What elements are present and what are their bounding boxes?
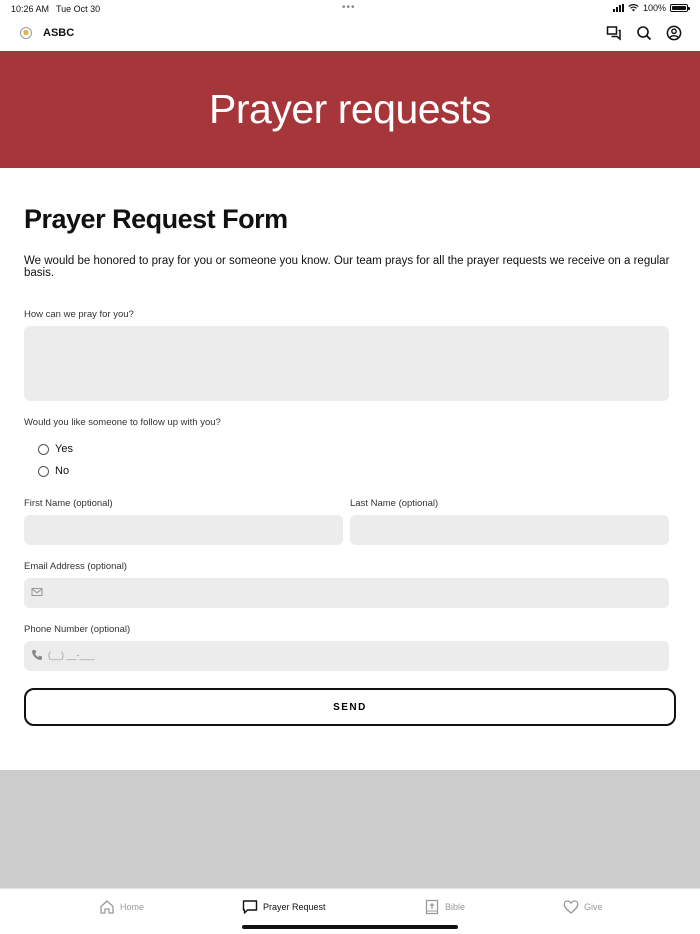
chat-icon[interactable] — [606, 25, 622, 41]
message-icon — [242, 899, 258, 915]
phone-label: Phone Number (optional) — [24, 624, 131, 635]
search-icon[interactable] — [636, 25, 652, 41]
church-logo-icon[interactable] — [20, 27, 32, 39]
profile-icon[interactable] — [666, 25, 682, 41]
app-title: ASBC — [43, 27, 75, 39]
status-time: 10:26 AM — [11, 4, 50, 14]
multitasking-dots-icon[interactable]: ••• — [342, 2, 356, 13]
tab-home-label: Home — [120, 902, 145, 912]
followup-label: Would you like someone to follow up with you? — [24, 417, 221, 428]
tab-home[interactable] — [99, 899, 144, 915]
tab-give[interactable] — [563, 899, 603, 915]
phone-placeholder: (__) __-___ — [48, 650, 95, 660]
bible-icon — [424, 899, 440, 915]
signal-icon — [613, 4, 624, 12]
email-field[interactable] — [24, 578, 669, 608]
home-indicator[interactable] — [242, 925, 458, 929]
phone-field[interactable] — [24, 641, 669, 671]
radio-yes[interactable] — [38, 444, 49, 455]
first-name-field[interactable] — [24, 515, 343, 545]
app-header — [0, 17, 700, 51]
status-date: Tue Oct 30 — [56, 4, 101, 14]
tab-prayer-request-label: Prayer Request — [263, 902, 326, 912]
radio-yes-label: Yes — [55, 443, 73, 455]
form-description: We would be honored to pray for you or someone you know. Our team prays for all the prayer requests we receive on a regular basis. — [24, 255, 670, 279]
wifi-icon — [628, 4, 639, 12]
home-icon — [99, 899, 115, 915]
envelope-icon — [31, 586, 43, 598]
header-actions — [606, 25, 682, 41]
prayer-textarea[interactable] — [24, 326, 669, 401]
tab-bible-label: Bible — [445, 902, 466, 912]
battery-percent: 100% — [642, 3, 666, 13]
battery-icon — [670, 4, 688, 12]
form-title: Prayer Request Form — [24, 204, 288, 234]
followup-no-option[interactable] — [38, 465, 69, 477]
content-footer-area — [0, 770, 700, 888]
tab-bible[interactable] — [424, 899, 465, 915]
radio-no[interactable] — [38, 466, 49, 477]
radio-no-label: No — [55, 465, 70, 477]
last-name-label: Last Name (optional) — [350, 498, 439, 509]
phone-icon — [31, 649, 43, 661]
send-button[interactable]: SEND — [24, 688, 676, 726]
battery-fill — [672, 6, 686, 10]
heart-icon — [563, 899, 579, 915]
hero-banner — [0, 51, 700, 168]
email-label: Email Address (optional) — [24, 561, 127, 572]
followup-yes-option[interactable] — [38, 443, 73, 455]
last-name-field[interactable] — [350, 515, 669, 545]
status-bar — [0, 0, 700, 17]
tab-prayer-request[interactable] — [242, 899, 326, 915]
first-name-label: First Name (optional) — [24, 498, 113, 509]
status-indicators — [613, 3, 688, 13]
prayer-label: How can we pray for you? — [24, 309, 134, 320]
tab-give-label: Give — [584, 902, 603, 912]
hero-title: Prayer requests — [209, 86, 491, 132]
